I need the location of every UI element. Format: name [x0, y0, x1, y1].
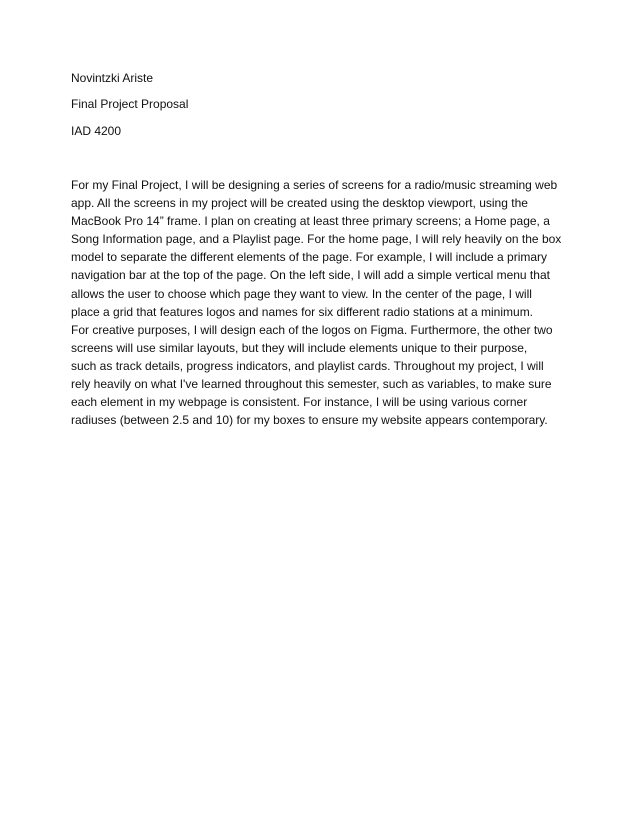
- paragraph-line: navigation bar at the top of the page. On the left side, I will add a simple vertical menu that: [71, 268, 550, 283]
- paragraph-line: Song Information page, and a Playlist page. For the home page, I will rely heavily on the box: [71, 232, 562, 247]
- document-title: Final Project Proposal: [71, 97, 189, 111]
- proposal-paragraph: [71, 176, 571, 429]
- paragraph-line: radiuses (between 2.5 and 10) for my boxes to ensure my website appears contemporary.: [71, 413, 548, 428]
- paragraph-line: each element in my webpage is consistent. For instance, I will be using various corner: [71, 395, 528, 410]
- paragraph-line: For my Final Project, I will be designing a series of screens for a radio/music streaming web: [71, 178, 558, 192]
- paragraph-line: MacBook Pro 14” frame. I plan on creating at least three primary screens; a Home page, a: [71, 214, 550, 229]
- paragraph-line: place a grid that features logos and names for six different radio stations at a minimum.: [71, 304, 534, 319]
- paragraph-line: screens will use similar layouts, but they will include elements unique to their purpose,: [71, 340, 528, 355]
- paragraph-line: rely heavily on what I've learned throughout this semester, such as variables, to make sure: [71, 377, 552, 392]
- paragraph-line: app. All the screens in my project will be created using the desktop viewport, using the: [71, 196, 528, 211]
- paragraph-line: allows the user to choose which page they want to view. In the center of the page, I will: [71, 286, 532, 301]
- paragraph-line: model to separate the different elements of the page. For example, I will include a primary: [71, 250, 548, 265]
- paragraph-line: such as track details, progress indicators, and playlist cards. Throughout my project, I will: [71, 358, 544, 373]
- paragraph-line: For creative purposes, I will design each of the logos on Figma. Furthermore, the other two: [71, 322, 553, 337]
- course-code: IAD 4200: [71, 124, 122, 138]
- author-name: Novintzki Ariste: [71, 71, 154, 85]
